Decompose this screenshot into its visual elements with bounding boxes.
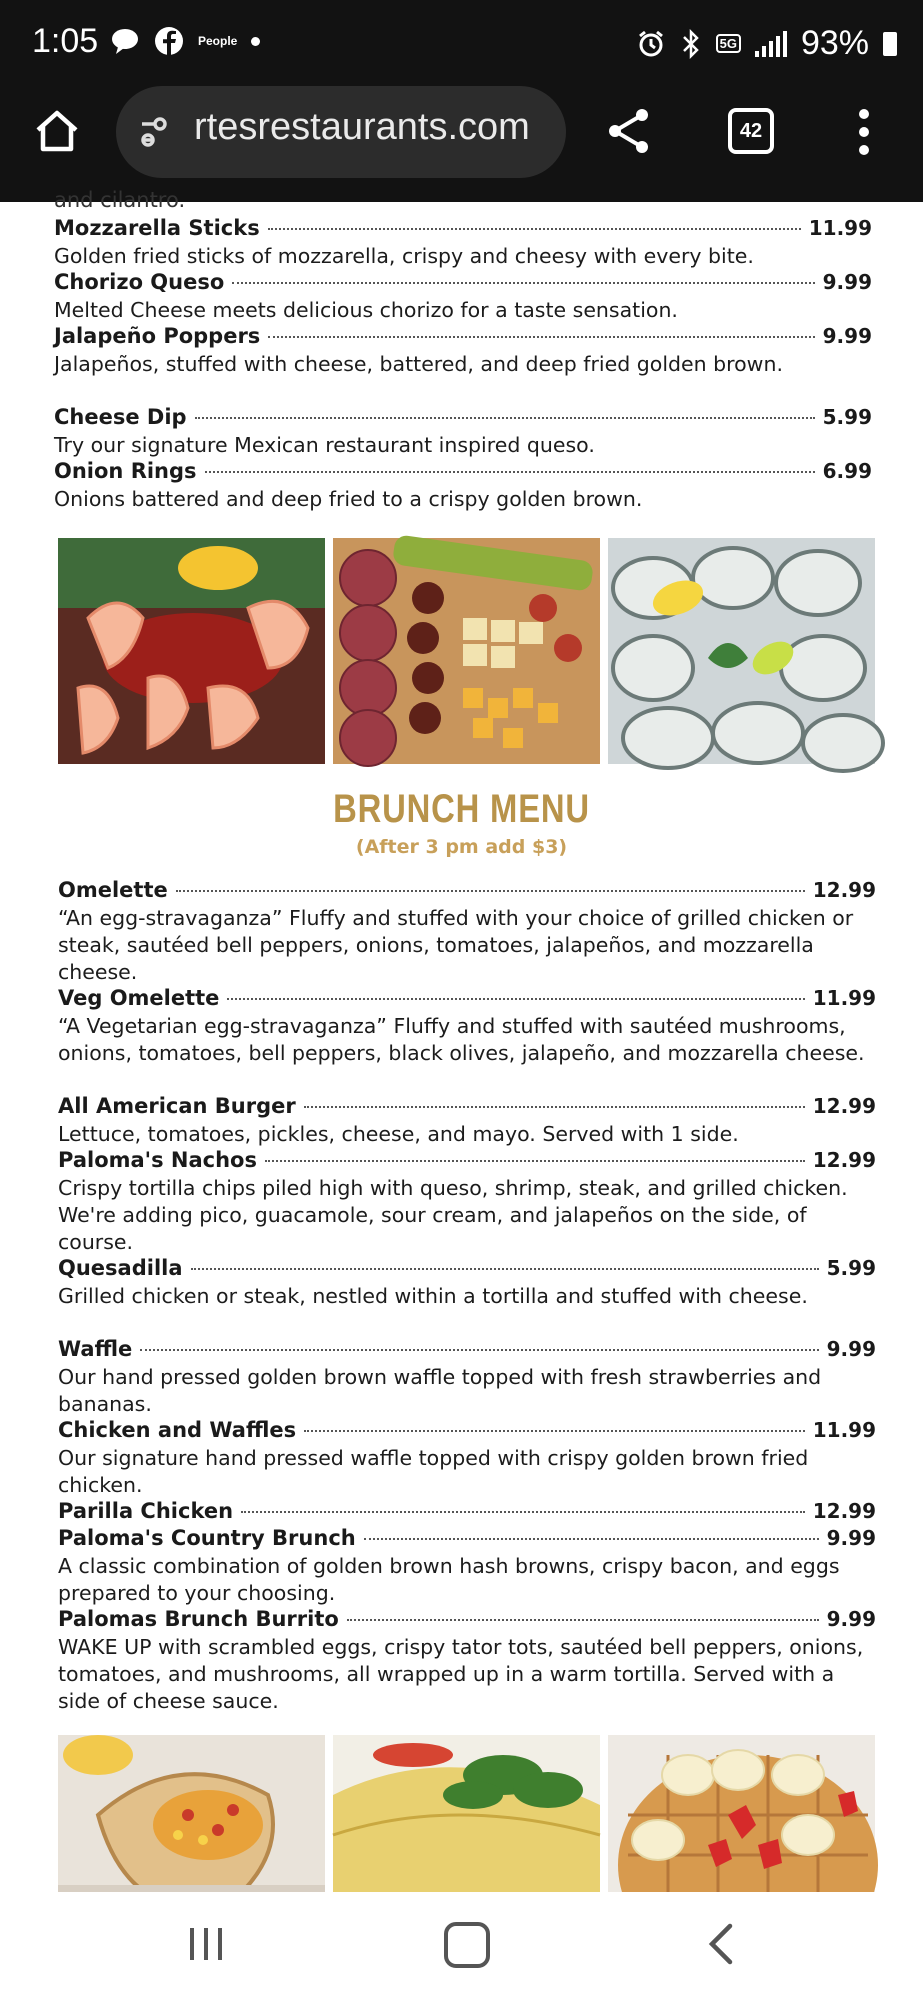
item-price: 12.99: [812, 1148, 876, 1172]
leader-dots: [347, 1619, 819, 1621]
menu-item: [58, 1499, 876, 1526]
item-price: 11.99: [808, 216, 872, 240]
item-description: Our signature hand pressed waffle topped with crispy golden brown fried chicken.: [58, 1446, 809, 1497]
cutoff-text: and cilantro.: [54, 188, 186, 212]
item-description: Golden fried sticks of mozzarella, crispy and cheesy with every bite.: [54, 244, 754, 268]
leader-dots: [191, 1268, 819, 1270]
item-description: Melted Cheese meets delicious chorizo for a taste sensation.: [54, 298, 678, 322]
recent-apps-icon[interactable]: [186, 1926, 226, 1962]
status-bar: [0, 0, 923, 88]
item-price: 12.99: [812, 1499, 876, 1523]
brunch-menu-title: BRUNCH MENU: [333, 787, 590, 831]
charcuterie-board-photo: [333, 538, 600, 764]
item-name: Waffle: [58, 1337, 133, 1361]
site-settings-icon[interactable]: [138, 112, 178, 152]
top-bar: [0, 0, 923, 202]
chat-bubble-icon: [110, 27, 140, 55]
item-price: 6.99: [822, 459, 872, 483]
menu-item: [58, 1607, 876, 1715]
people-notification-icon: People: [198, 34, 238, 48]
leader-dots: [205, 471, 815, 473]
menu-item: [58, 878, 876, 986]
item-description: Onions battered and deep fried to a crispy golden brown.: [54, 487, 643, 511]
leader-dots: [195, 417, 815, 419]
clock: 1:05: [32, 22, 99, 60]
item-description: Try our signature Mexican restaurant inspired queso.: [54, 433, 595, 457]
address-bar[interactable]: [116, 86, 566, 178]
leader-dots: [140, 1349, 818, 1351]
more-notifications-dot: [251, 37, 260, 46]
battery-percent: 93%: [800, 24, 869, 62]
browser-toolbar: [0, 86, 923, 202]
signal-strength-icon: [755, 31, 787, 57]
item-name: All American Burger: [58, 1094, 296, 1118]
leader-dots: [176, 890, 805, 892]
menu-item: [58, 986, 876, 1067]
menu-page: [0, 188, 923, 1892]
item-price: 11.99: [812, 986, 876, 1010]
item-price: 5.99: [822, 405, 872, 429]
item-description: Our hand pressed golden brown waffle topped with fresh strawberries and bananas.: [58, 1365, 822, 1416]
back-icon[interactable]: [706, 1922, 736, 1966]
menu-item: [54, 459, 872, 513]
menu-item: [54, 324, 872, 378]
item-name: Onion Rings: [54, 459, 197, 483]
item-name: Chorizo Queso: [54, 270, 225, 294]
item-name: Quesadilla: [58, 1256, 183, 1280]
notification-icons: [110, 26, 260, 56]
item-name: Veg Omelette: [58, 986, 220, 1010]
home-button[interactable]: [444, 1922, 490, 1968]
leader-dots: [364, 1538, 819, 1540]
shrimp-cocktail-photo: [58, 538, 325, 764]
item-name: Mozzarella Sticks: [54, 216, 260, 240]
item-price: 5.99: [826, 1256, 876, 1280]
facebook-icon: [154, 26, 184, 56]
menu-item: [54, 270, 872, 324]
leader-dots: [232, 282, 814, 284]
appetizer-photos: [58, 538, 875, 764]
item-description: Lettuce, tomatoes, pickles, cheese, and mayo. Served with 1 side.: [58, 1122, 739, 1146]
item-price: 9.99: [822, 324, 872, 348]
item-name: Omelette: [58, 878, 168, 902]
home-icon[interactable]: [32, 106, 82, 156]
item-name: Paloma's Nachos: [58, 1148, 257, 1172]
oysters-photo: [608, 538, 875, 764]
item-name: Palomas Brunch Burrito: [58, 1607, 339, 1631]
leader-dots: [241, 1511, 805, 1513]
system-icons: [636, 24, 897, 63]
menu-item: [58, 1148, 876, 1256]
item-description: A classic combination of golden brown hash browns, crispy bacon, and eggs prepared to your choosing.: [58, 1554, 840, 1605]
item-price: 9.99: [822, 270, 872, 294]
tab-switcher-button[interactable]: 42: [728, 108, 774, 154]
item-description: “A Vegetarian egg-stravaganza” Fluffy and stuffed with sautéed mushrooms, onions, tomatoes, bell peppers, black olives, jalapeño, and mozzarella cheese.: [58, 1014, 865, 1065]
leader-dots: [268, 336, 814, 338]
menu-item: [58, 1337, 876, 1418]
menu-item: [54, 405, 872, 459]
leader-dots: [304, 1106, 805, 1108]
item-name: Parilla Chicken: [58, 1499, 234, 1523]
menu-item: [58, 1526, 876, 1607]
menu-item: [58, 1256, 876, 1310]
leader-dots: [265, 1160, 805, 1162]
item-description: “An egg-stravaganza” Fluffy and stuffed with your choice of grilled chicken or steak, sautéed bell peppers, onions, tomatoes, jalapeños, and mozzarella cheese.: [58, 906, 854, 984]
item-name: Cheese Dip: [54, 405, 187, 429]
item-description: Crispy tortilla chips piled high with queso, shrimp, steak, and grilled chicken. We're adding pico, guacamole, sour cream, and jalapeños on the side, of course.: [58, 1176, 848, 1254]
bluetooth-icon: [680, 29, 702, 59]
item-name: Jalapeño Poppers: [54, 324, 261, 348]
menu-item: [54, 216, 872, 270]
menu-item: [58, 1094, 876, 1148]
item-description: Jalapeños, stuffed with cheese, battered, and deep fried golden brown.: [54, 352, 783, 376]
item-price: 12.99: [812, 878, 876, 902]
item-price: 12.99: [812, 1094, 876, 1118]
menu-item: [58, 1418, 876, 1499]
alarm-icon: [636, 29, 666, 59]
navigation-bar: [0, 1892, 923, 2000]
item-price: 9.99: [826, 1526, 876, 1550]
network-type-icon: 5G: [716, 34, 741, 53]
item-name: Paloma's Country Brunch: [58, 1526, 356, 1550]
more-options-icon[interactable]: [858, 108, 870, 156]
leader-dots: [268, 228, 801, 230]
brunch-menu-subtitle: (After 3 pm add $3): [355, 836, 568, 858]
item-price: 11.99: [812, 1418, 876, 1442]
url-text[interactable]: rtesrestaurants.com: [194, 106, 530, 148]
leader-dots: [304, 1430, 805, 1432]
item-description: Grilled chicken or steak, nestled within a tortilla and stuffed with cheese.: [58, 1284, 808, 1308]
item-description: WAKE UP with scrambled eggs, crispy tator tots, sautéed bell peppers, onions, tomatoes, and mushrooms, all wrapped up in a warm tortilla. Served with a side of cheese sauce.: [58, 1635, 864, 1713]
share-icon[interactable]: [604, 106, 654, 156]
leader-dots: [227, 998, 804, 1000]
item-name: Chicken and Waffles: [58, 1418, 297, 1442]
item-price: 9.99: [826, 1607, 876, 1631]
battery-icon: [883, 32, 897, 56]
item-price: 9.99: [826, 1337, 876, 1361]
